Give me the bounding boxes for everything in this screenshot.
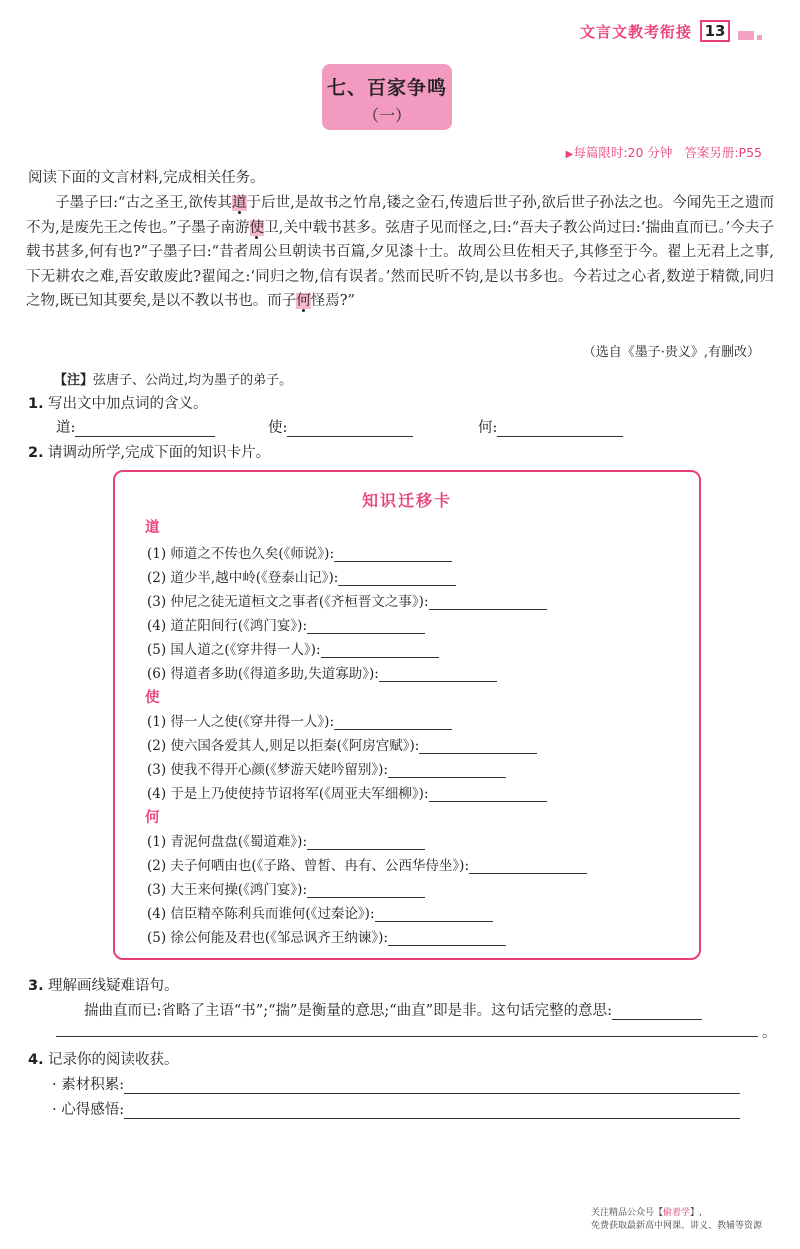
- answer-ref: 答案另册:P55: [684, 145, 762, 160]
- answer-line[interactable]: [307, 836, 425, 850]
- answer-line[interactable]: [334, 548, 452, 562]
- card-item: (5) 国人道之(《穿井得一人》):: [147, 638, 439, 658]
- answer-line[interactable]: [56, 1036, 758, 1037]
- card-item: (1) 青泥何盘盘(《蜀道难》):: [147, 830, 425, 850]
- card-item: (1) 师道之不传也久矣(《师说》):: [147, 542, 452, 562]
- answer-line[interactable]: [379, 668, 497, 682]
- answer-line[interactable]: [388, 764, 506, 778]
- question-text: 写出文中加点词的含义。: [48, 396, 208, 412]
- header-decoration: [738, 22, 762, 40]
- question-number: 3.: [28, 978, 44, 994]
- intro-text: 阅读下面的文言材料,完成相关任务。: [28, 170, 265, 186]
- card-section-dao: 道: [145, 519, 160, 536]
- page-header: [580, 20, 762, 42]
- card-item: (6) 得道者多助(《得道多助,失道寡助》):: [147, 662, 497, 682]
- answer-line[interactable]: [388, 932, 506, 946]
- card-item: (2) 使六国各爱其人,则足以拒秦(《阿房宫赋》):: [147, 734, 537, 754]
- time-limit: [566, 143, 762, 161]
- card-item: (2) 夫子何哂由也(《子路、曾皙、冉有、公西华侍坐》):: [147, 854, 587, 874]
- card-item: (3) 大王来何操(《鸿门宴》):: [147, 878, 425, 898]
- answer-line[interactable]: [307, 884, 425, 898]
- note-label: 【注】: [54, 373, 94, 388]
- question-number: 1.: [28, 396, 44, 412]
- card-item: (2) 道少半,越中岭(《登泰山记》):: [147, 566, 456, 586]
- answer-line[interactable]: [419, 740, 537, 754]
- lesson-title-box: [322, 64, 452, 130]
- page-number: 13: [700, 20, 730, 42]
- q1-blank-he: 何:: [478, 416, 623, 437]
- question-text: 记录你的阅读收获。: [48, 1052, 179, 1068]
- card-item: (1) 得一人之使(《穿井得一人》):: [147, 710, 452, 730]
- source-citation: （选自《墨子·贵义》,有删改）: [582, 345, 760, 360]
- card-item: (4) 道芷阳间行(《鸿门宴》):: [147, 614, 425, 634]
- q4-material: · 素材积累:: [52, 1073, 740, 1094]
- card-item: (4) 于是上乃使使持节诏将军(《周亚夫军细柳》):: [147, 782, 547, 802]
- footer-note: 关注精品公众号【偷着学】, 免费获取最新高中网课、讲义、教辅等资源: [590, 1208, 762, 1231]
- q1-blank-shi: 使:: [268, 416, 413, 437]
- highlight-dao: 道: [231, 195, 247, 211]
- question-4: [28, 1048, 179, 1069]
- answer-line[interactable]: [287, 423, 413, 437]
- answer-line[interactable]: [321, 644, 439, 658]
- answer-line[interactable]: [124, 1080, 740, 1094]
- card-item: (5) 徐公何能及君也(《邹忌讽齐王纳谏》):: [147, 926, 506, 946]
- question-text: 请调动所学,完成下面的知识卡片。: [48, 445, 271, 461]
- question-3: [28, 974, 179, 995]
- lesson-subtitle: （一）: [362, 106, 411, 125]
- answer-line[interactable]: [338, 572, 456, 586]
- answer-line[interactable]: [124, 1105, 740, 1119]
- play-arrow-icon: ▶: [565, 149, 574, 160]
- answer-line[interactable]: [75, 423, 215, 437]
- answer-line[interactable]: [612, 1006, 702, 1020]
- card-section-he: 何: [145, 809, 160, 826]
- passage: [26, 191, 774, 314]
- highlight-shi: 使: [249, 219, 265, 236]
- knowledge-card: [113, 470, 701, 960]
- answer-line[interactable]: [497, 423, 623, 437]
- q3-detail: 揣曲直而已:省略了主语“书”;“揣”是衡量的意思;“曲直”即是非。这句话完整的意思:: [84, 999, 702, 1020]
- answer-line[interactable]: [429, 788, 547, 802]
- q4-insight: · 心得感悟:: [52, 1098, 740, 1119]
- answer-line[interactable]: [307, 620, 425, 634]
- lesson-title: 七、百家争鸣: [326, 77, 447, 99]
- answer-line[interactable]: [375, 908, 493, 922]
- footer-account: 偷着学: [663, 1208, 691, 1218]
- highlight-he: 何: [296, 293, 311, 310]
- card-section-shi: 使: [145, 689, 160, 706]
- note: [54, 369, 292, 388]
- q3-end-mark: 。: [762, 1025, 777, 1041]
- card-title: 知识迁移卡: [361, 491, 452, 510]
- question-number: 2.: [28, 445, 44, 461]
- question-1: [28, 392, 208, 413]
- time-limit-text: 每篇限时:20 分钟: [573, 145, 673, 160]
- passage-paragraph: 子墨子曰:“古之圣王,欲传其道于后世,是故书之竹帛,镂之金石,传遗后世子孙,欲后世子孙法之也。今闻先王之遗而不为,是废先王之传也。”子墨子南游使卫,关中载书甚多。弦唐子见而怪之,曰:“吾夫子教公尚过曰:‘揣曲直而已。’今夫子载书甚多,何有也?”子墨子曰:“昔者周公旦朝读书百篇,夕见漆十士。故周公旦佐相天子,其修至于今。翟上无君上之事,下无耕农之难,吾安敢废此?翟闻之:‘同归之物,信有误者。’然而民听不钧,是以书多也。今若过之心者,数逆于精微,同归之物,既已知其要矣,是以不教以书也。而子何怪焉?”: [26, 195, 775, 310]
- card-item: (4) 信臣精卒陈利兵而谁何(《过秦论》):: [147, 902, 493, 922]
- card-item: (3) 仲尼之徒无道桓文之事者(《齐桓晋文之事》):: [147, 590, 547, 610]
- question-number: 4.: [28, 1052, 44, 1068]
- note-text: 弦唐子、公尚过,均为墨子的弟子。: [93, 373, 293, 388]
- answer-line[interactable]: [334, 716, 452, 730]
- question-text: 理解画线疑难语句。: [48, 978, 179, 994]
- question-2: [28, 441, 270, 462]
- section-title: 文言文教考衔接: [579, 22, 692, 41]
- card-item: (3) 使我不得开心颜(《梦游天姥吟留别》):: [147, 758, 506, 778]
- q1-blank-dao: 道:: [56, 416, 215, 437]
- answer-line[interactable]: [469, 860, 587, 874]
- answer-line[interactable]: [429, 596, 547, 610]
